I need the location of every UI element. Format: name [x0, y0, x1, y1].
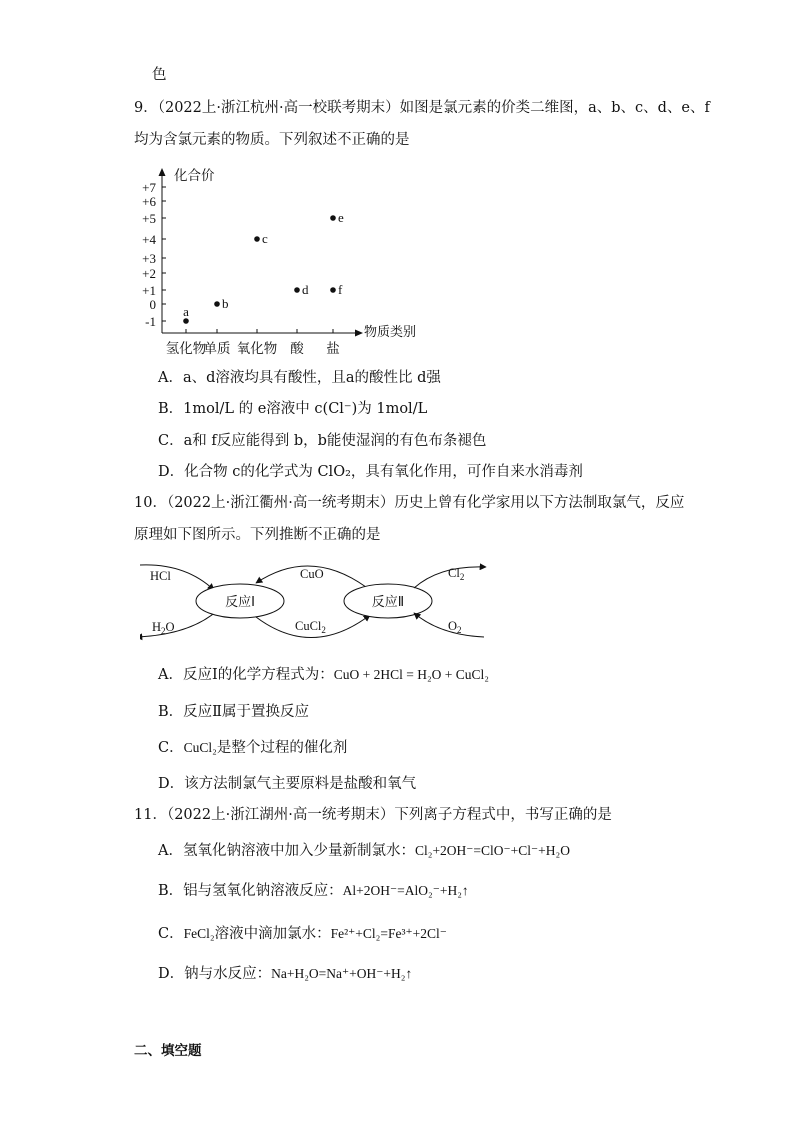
x-tick-label: 酸 — [290, 341, 304, 357]
data-point-b — [214, 301, 220, 307]
q9-option-b: B．1mol/L 的 e溶液中 c(Cl⁻)为 1mol/L — [158, 401, 428, 417]
q9-option-a: A．a、d溶液均具有酸性，且a的酸性比 d强 — [158, 370, 441, 386]
previous-text-fragment: 色 — [152, 67, 167, 83]
y-tick-label: +5 — [142, 211, 156, 226]
cuo-label: CuO — [300, 567, 324, 581]
question-11-line-1 — [134, 806, 612, 824]
y-tick-label: -1 — [145, 314, 156, 329]
data-point-d — [294, 287, 300, 293]
question-stem: 如图是氯元素的价类二维图，a、b、c、d、e、f — [399, 100, 710, 116]
reaction-2-label: 反应Ⅱ — [371, 595, 405, 610]
q10-option-b: B．反应Ⅱ属于置换反应 — [158, 704, 310, 720]
data-point-label: e — [338, 210, 344, 225]
q10-option-a: A．反应Ⅰ的化学方程式为：CuO + 2HCl = H₂O + CuCl₂ — [158, 667, 489, 683]
x-tick-label: 盐 — [326, 341, 340, 357]
question-9-line-2: 均为含氯元素的物质。下列叙述不正确的是 — [134, 132, 410, 148]
question-number: 10． — [134, 495, 167, 511]
data-point-f — [330, 287, 336, 293]
q9-option-c: C．a和 f反应能得到 b，b能使湿润的有色布条褪色 — [158, 433, 487, 449]
chemical-equation: CuO + 2HCl = H₂O + CuCl₂ — [333, 667, 489, 682]
x-tick-label: 氢化物 — [165, 341, 207, 357]
ionic-equation: Fe²⁺+Cl₂=Fe³⁺+2Cl⁻ — [330, 926, 447, 941]
data-point-label: b — [222, 296, 229, 311]
data-point-label: d — [302, 282, 309, 297]
y-axis-title: 化合价 — [174, 168, 215, 184]
question-9-line-1 — [134, 99, 710, 117]
h2o-label: $H_2O$ — [152, 620, 175, 636]
data-point-c — [254, 236, 260, 242]
q11-option-c: C．FeCl₂溶液中滴加氯水：Fe²⁺+Cl₂=Fe³⁺+2Cl⁻ — [158, 926, 447, 942]
reaction-1-label: 反应Ⅰ — [225, 595, 255, 610]
data-point-label: a — [183, 304, 189, 319]
y-tick-label: +1 — [142, 283, 156, 298]
question-source: （2022上·浙江杭州·高一校联考期末） — [157, 100, 400, 116]
ionic-equation: Al+2OH⁻=AlO₂⁻+H₂↑ — [342, 883, 469, 898]
x-tick-label: 单质 — [203, 341, 231, 357]
data-point-label: f — [338, 282, 343, 297]
y-tick-label: +4 — [142, 232, 156, 247]
reaction-cycle-diagram — [140, 555, 500, 645]
q10-option-d: D．该方法制氯气主要原料是盐酸和氧气 — [158, 776, 417, 792]
chart-axes — [159, 168, 364, 337]
cucl2-label: CuCl$_2$ — [295, 619, 326, 635]
y-tick-label: 0 — [149, 297, 156, 312]
q10-option-c: C．CuCl₂是整个过程的催化剂 — [158, 740, 348, 756]
cl2-label: $Cl_2$ — [448, 566, 465, 582]
data-point-a — [183, 318, 189, 324]
q11-option-d: D．钠与水反应：Na+H₂O=Na⁺+OH⁻+H₂↑ — [158, 966, 413, 982]
valence-category-chart — [120, 160, 440, 360]
question-source: （2022上·浙江衢州·高一统考期末） — [166, 495, 395, 511]
data-point-label: c — [262, 231, 268, 246]
question-number: 11． — [134, 807, 167, 823]
ionic-equation: Cl₂+2OH⁻=ClO⁻+Cl⁻+H₂O — [414, 843, 570, 858]
question-number: 9． — [134, 100, 158, 116]
y-tick-label: +6 — [142, 194, 156, 209]
question-10-line-2: 原理如下图所示。下列推断不正确的是 — [134, 527, 381, 543]
y-axis-arrow — [159, 168, 166, 176]
y-tick-label: +3 — [142, 251, 156, 266]
chemical-formula: FeCl₂ — [183, 926, 215, 941]
y-tick-label: +7 — [142, 180, 156, 195]
question-source: （2022上·浙江湖州·高一统考期末） — [166, 807, 395, 823]
question-10-line-1 — [134, 494, 684, 512]
data-point-e — [330, 215, 336, 221]
hcl-label: HCl — [150, 569, 171, 583]
x-axis-title: 物质类别 — [364, 325, 417, 340]
section-heading: 二、填空题 — [134, 1043, 202, 1059]
x-tick-label: 氧化物 — [236, 341, 278, 357]
chemical-formula: CuCl₂ — [183, 740, 217, 755]
q11-option-b: B．铝与氢氧化钠溶液反应：Al+2OH⁻=AlO₂⁻+H₂↑ — [158, 883, 469, 899]
x-axis-arrow — [355, 330, 363, 337]
question-stem: 历史上曾有化学家用以下方法制取氯气，反应 — [394, 495, 685, 511]
y-tick-label: +2 — [142, 266, 156, 281]
q11-option-a: A．氢氧化钠溶液中加入少量新制氯水：Cl₂+2OH⁻=ClO⁻+Cl⁻+H₂O — [158, 843, 570, 859]
ionic-equation: Na+H₂O=Na⁺+OH⁻+H₂↑ — [271, 966, 413, 981]
q9-option-d: D．化合物 c的化学式为 ClO₂，具有氧化作用，可作自来水消毒剂 — [158, 464, 583, 480]
question-stem: 下列离子方程式中，书写正确的是 — [394, 807, 612, 823]
o2-label: $O_2$ — [448, 619, 462, 635]
